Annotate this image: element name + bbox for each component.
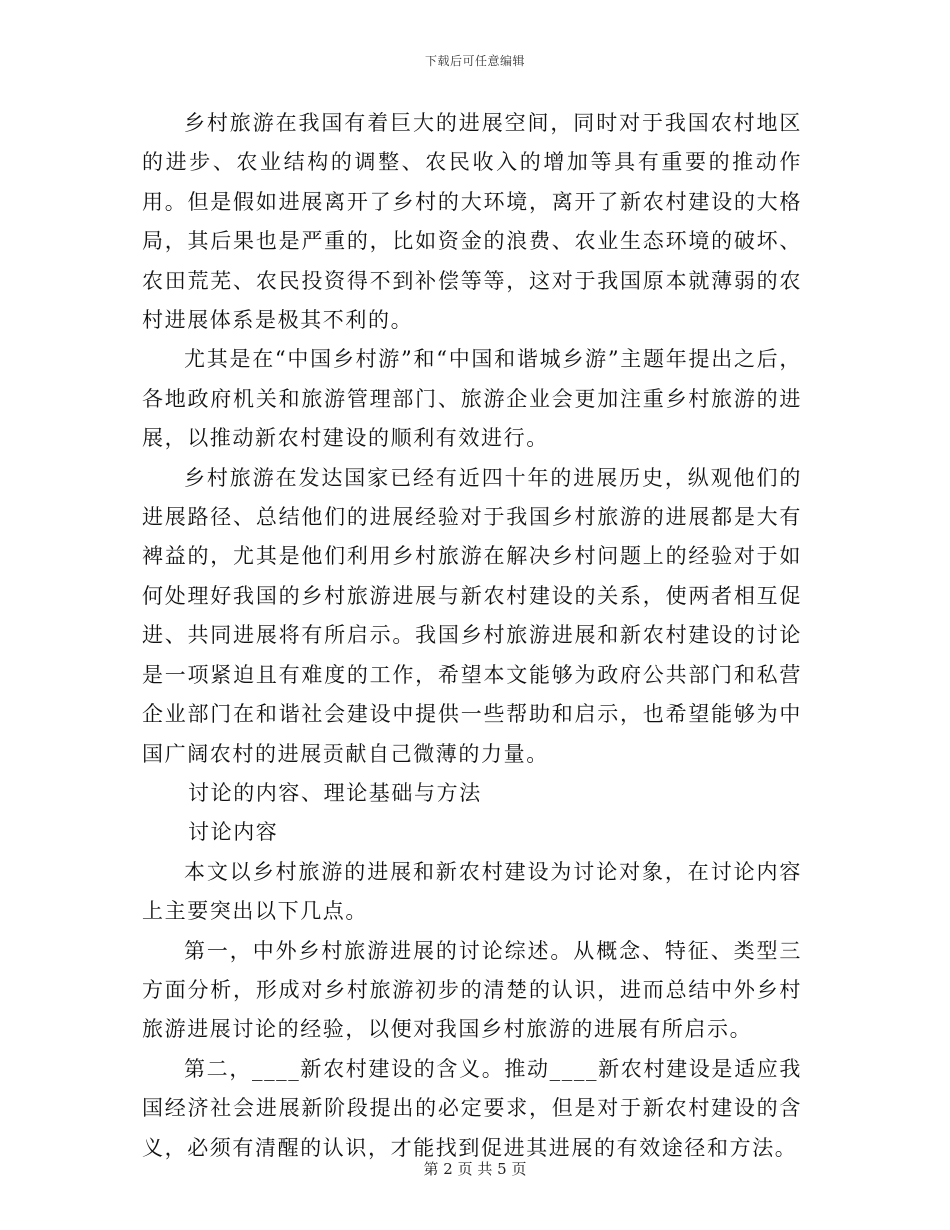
page-number-footer: 第 2 页 共 5 页 — [423, 1160, 527, 1178]
subsection-heading-content: 讨论内容 — [188, 820, 279, 845]
paragraph-rural-tourism-space: 乡村旅游在我国有着巨大的进展空间，同时对于我国农村地区的进步、农业结构的调整、农民收入的增加等具有重要的推动作用。但是假如进展离开了乡村的大环境，离开了新农村建设的大格局，其后果也是严重的，比如资金的浪费、农业生态环境的破坏、农田荒芜、农民投资得不到补偿等等，这对于我国原本就薄弱的农村进展体系是极其不利的。 — [142, 111, 802, 333]
document-body — [142, 104, 802, 1168]
paragraph-point-one: 第一，中外乡村旅游进展的讨论综述。从概念、特征、类型三方面分析，形成对乡村旅游初步的清楚的认识，进而总结中外乡村旅游进展讨论的经验，以便对我国乡村旅游的进展有所启示。 — [142, 938, 802, 1042]
paragraph-point-two: 第二，____新农村建设的含义。推动____新农村建设是适应我国经济社会进展新阶段提出的必定要求，但是对于新农村建设的含义，必须有清醒的认识，才能找到促进其进展的有效途径和方法。 — [142, 1056, 802, 1160]
paragraph-research-object: 本文以乡村旅游的进展和新农村建设为讨论对象，在讨论内容上主要突出以下几点。 — [142, 859, 802, 924]
paragraph-theme-year: 尤其是在“中国乡村游”和“中国和谐城乡游”主题年提出之后，各地政府机关和旅游管理部门、旅游企业会更加注重乡村旅游的进展，以推动新农村建设的顺利有效进行。 — [142, 347, 802, 451]
paragraph-developed-countries: 乡村旅游在发达国家已经有近四十年的进展历史，纵观他们的进展路径、总结他们的进展经验对于我国乡村旅游的进展都是大有裨益的，尤其是他们利用乡村旅游在解决乡村问题上的经验对于如何处理好我国的乡村旅游进展与新农村建设的关系，使两者相互促进、共同进展将有所启示。我国乡村旅游进展和新农村建设的讨论是一项紧迫且有难度的工作，希望本文能够为政府公共部门和私营企业部门在和谐社会建设中提供一些帮助和启示，也希望能够为中国广阔农村的进展贡献自己微薄的力量。 — [142, 465, 802, 766]
section-heading-research: 讨论的内容、理论基础与方法 — [188, 780, 482, 805]
page-header: 下载后可任意编辑 — [424, 54, 525, 68]
